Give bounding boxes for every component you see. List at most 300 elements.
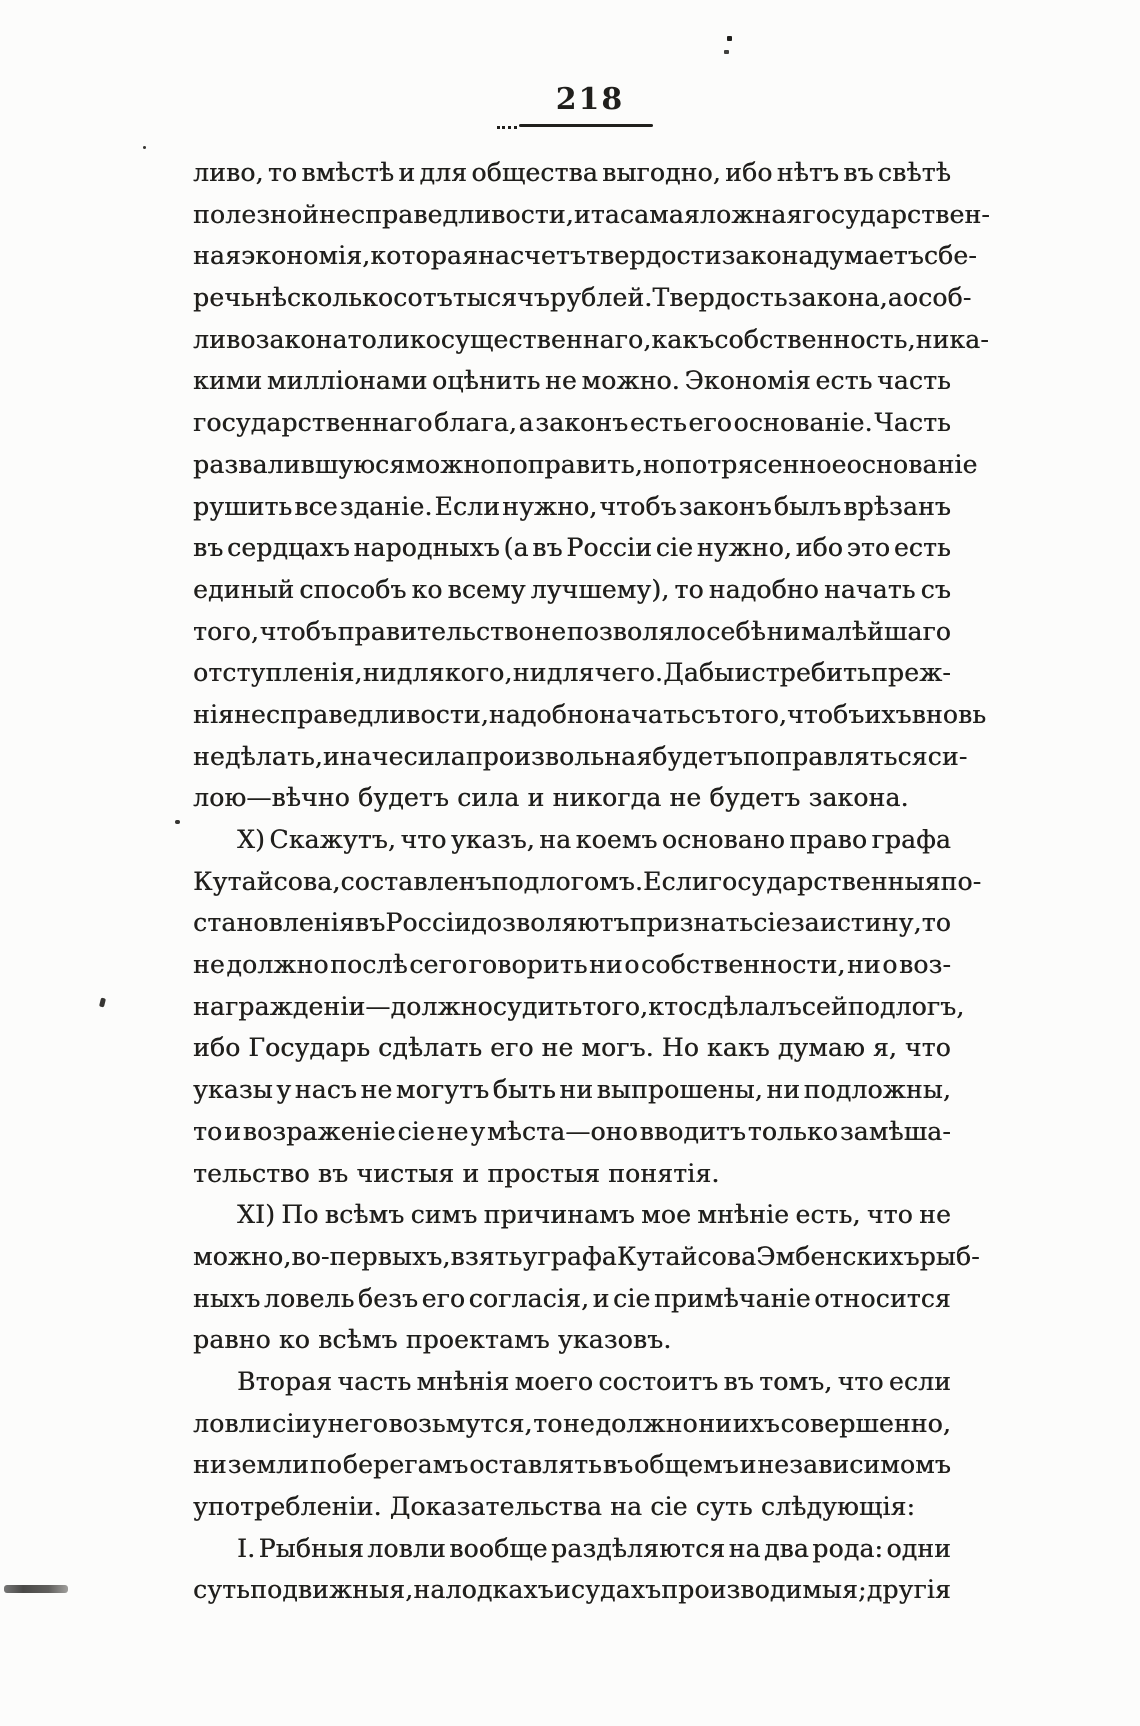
word: былъ <box>773 491 842 521</box>
word: должно <box>595 1408 698 1438</box>
word: на <box>413 1575 446 1605</box>
word: дѣлать, <box>224 741 323 771</box>
word: то <box>921 908 951 938</box>
word: нія <box>193 699 235 729</box>
word: есть <box>629 408 687 438</box>
text-line <box>193 235 977 277</box>
word: которая <box>370 241 478 271</box>
word: чего. <box>594 658 664 688</box>
text-line <box>193 902 951 944</box>
word: твердости <box>585 241 722 271</box>
word: земли <box>227 1450 309 1480</box>
word: Твердость <box>652 283 788 313</box>
word: думаетъ <box>813 241 924 271</box>
word: часть <box>337 1366 412 1396</box>
word: — <box>365 991 391 1021</box>
word: если <box>888 1366 951 1396</box>
text-line: тельство въ чистыя и простыя понятія. <box>193 1158 720 1188</box>
word: зданіе. <box>339 491 433 521</box>
word: графа <box>537 1241 617 1271</box>
word: судить <box>492 991 583 1021</box>
word: сила <box>403 741 466 771</box>
word: ни <box>766 1075 801 1105</box>
word: быть <box>492 1075 556 1105</box>
word: у <box>522 1241 538 1271</box>
word: и <box>553 1575 571 1605</box>
word: си- <box>927 741 968 771</box>
text-line <box>193 861 982 903</box>
word: Вторая <box>237 1366 333 1396</box>
word: какъ <box>651 324 715 354</box>
word: Россіи <box>566 533 653 563</box>
word: надобно <box>708 574 819 604</box>
word: отступленія, <box>193 658 363 688</box>
word: не <box>545 366 577 396</box>
word: относится <box>814 1283 951 1313</box>
word: указъ, <box>450 825 535 854</box>
word: его <box>688 408 732 438</box>
word: дозволяютъ <box>471 908 630 938</box>
word: примѣчаніе <box>653 1283 811 1313</box>
word: врѣзанъ <box>843 491 951 521</box>
word: сей <box>801 991 848 1021</box>
word: не <box>541 1033 574 1063</box>
word: того, <box>582 991 649 1021</box>
word: все <box>294 491 338 521</box>
word: могутъ <box>395 1075 490 1105</box>
text-line <box>193 152 951 194</box>
word: ни <box>362 658 397 688</box>
word: есть <box>815 366 873 396</box>
word: законъ <box>535 408 629 438</box>
word: ни <box>846 950 881 980</box>
text-line <box>193 319 989 361</box>
scan-artifact-dot <box>175 820 180 824</box>
word: оставлять <box>469 1450 602 1480</box>
word: будетъ <box>652 741 743 771</box>
text-line <box>193 1444 951 1486</box>
word: ложная <box>699 199 803 229</box>
word: общемъ <box>634 1450 739 1480</box>
text-line <box>193 277 972 319</box>
word: признать <box>629 908 754 938</box>
word: подвижныя, <box>250 1575 414 1605</box>
word: суть <box>193 1575 250 1605</box>
word: для <box>419 158 468 187</box>
word: нѣсколько <box>254 283 394 313</box>
word: кими <box>193 366 263 396</box>
word: томъ, <box>759 1366 833 1396</box>
word: въ <box>602 1450 634 1480</box>
word: я, <box>872 1033 897 1063</box>
text-line <box>193 694 987 736</box>
word: I. <box>237 1533 256 1563</box>
word: за <box>790 908 820 938</box>
word: сдѣлать <box>378 1033 483 1063</box>
word: должно <box>226 950 329 980</box>
word: возраженіе <box>242 1116 396 1146</box>
word: можно <box>405 449 496 479</box>
scan-artifact-colon <box>724 50 729 54</box>
word: подлогомъ. <box>491 866 644 896</box>
word: закона <box>255 324 348 354</box>
text-line: лою—вѣчно будетъ сила и никогда не будетъ закона. <box>193 783 909 813</box>
word: того, <box>721 699 787 729</box>
text-line <box>193 1111 951 1153</box>
word: не <box>919 1200 951 1230</box>
word: ни <box>589 950 623 980</box>
word: основаніе <box>846 449 978 479</box>
word: ни <box>512 658 547 688</box>
text-line <box>193 1403 951 1445</box>
word: насъ <box>294 1075 358 1105</box>
word: становленія <box>193 908 355 938</box>
word: не <box>193 950 225 980</box>
word: и <box>573 199 591 229</box>
word: ибо <box>193 1033 241 1063</box>
word: ныхъ <box>193 1283 261 1313</box>
word: мое <box>641 1200 692 1230</box>
word: что <box>866 1200 913 1230</box>
text-line <box>193 819 951 861</box>
word: Скажутъ, <box>269 825 397 854</box>
word: коемъ <box>575 825 658 854</box>
word: Дабы <box>663 658 735 688</box>
word: свѣтѣ <box>877 158 951 187</box>
word: ни <box>559 1075 594 1105</box>
word: возьмутся, <box>388 1408 533 1438</box>
word: должно <box>390 991 493 1021</box>
word: указы <box>193 1075 273 1105</box>
word: ихъ <box>732 1408 780 1438</box>
page-number-rule <box>519 124 653 127</box>
word: говорить <box>468 950 588 980</box>
word: замѣша- <box>839 1116 951 1146</box>
text-line <box>193 194 990 236</box>
text-line <box>193 444 978 486</box>
word: позволяло <box>566 616 706 646</box>
word: подложны, <box>803 1075 951 1105</box>
word: по- <box>940 866 982 896</box>
word: и <box>398 158 416 187</box>
word: несправедливости, <box>319 199 574 229</box>
word: вмѣстѣ <box>301 158 395 187</box>
word: лодкахъ <box>445 1575 554 1605</box>
word: лучшему), <box>530 574 670 604</box>
word: его <box>421 1283 466 1313</box>
word: малѣйшаго <box>800 616 951 646</box>
text-line <box>193 486 951 528</box>
word: мѣста—оно <box>486 1116 638 1146</box>
text-line <box>193 1569 951 1611</box>
word: чтобъ <box>599 491 677 521</box>
word: могъ. <box>581 1033 654 1063</box>
word: основано <box>661 825 785 854</box>
word: сіи <box>272 1408 312 1438</box>
text-line <box>193 360 951 402</box>
word: государствен- <box>802 199 990 229</box>
word: X) <box>237 825 265 854</box>
text-line <box>193 1069 951 1111</box>
word: совершенно, <box>780 1408 951 1438</box>
text-line <box>193 986 965 1028</box>
text-line <box>193 1194 951 1236</box>
word: ни <box>193 1450 227 1480</box>
word: Часть <box>874 408 951 438</box>
word: государственныя <box>708 866 941 896</box>
word: два <box>763 1533 809 1563</box>
word: собственность, <box>714 324 916 354</box>
word: самая <box>619 199 700 229</box>
word: вновь <box>911 699 987 729</box>
word: Государь <box>248 1033 371 1063</box>
word: раздѣляются <box>551 1533 726 1563</box>
word: правительство <box>337 616 534 646</box>
word: есть <box>893 533 951 563</box>
word: что <box>400 825 447 854</box>
word: кто <box>648 991 694 1021</box>
word: полезной <box>193 199 320 229</box>
word: развалившуюся <box>193 449 406 479</box>
word: не <box>436 1116 469 1146</box>
word: въ <box>354 908 386 938</box>
word: сіе <box>613 1283 651 1313</box>
word: сотъ <box>393 283 453 313</box>
word: о <box>882 950 898 980</box>
word: основаніе. <box>733 408 873 438</box>
word: начать <box>823 574 916 604</box>
word: не <box>360 1075 393 1105</box>
word: у <box>276 1075 292 1105</box>
word: это <box>846 533 891 563</box>
word: составленъ <box>340 866 492 896</box>
word: произвольная <box>465 741 653 771</box>
word: ловли <box>367 1533 446 1563</box>
word: сего <box>409 950 468 980</box>
word: у <box>470 1116 486 1146</box>
word: государственнаго <box>193 408 433 438</box>
word: Кутайсова <box>616 1241 757 1271</box>
word: ная <box>193 241 241 271</box>
word: Кутайсова, <box>193 866 341 896</box>
word: но <box>642 449 675 479</box>
word: Эмбенскихъ <box>756 1241 920 1271</box>
word: по <box>309 1450 342 1480</box>
word: моего <box>514 1366 594 1396</box>
word: блага, <box>434 408 518 438</box>
word: ловель <box>263 1283 355 1313</box>
word: сіе <box>397 1116 435 1146</box>
word: существеннаго, <box>440 324 652 354</box>
word: ибо <box>725 158 773 187</box>
word: ни <box>766 616 801 646</box>
word: то <box>674 574 704 604</box>
word: Если <box>434 491 501 521</box>
word: себѣ <box>706 616 766 646</box>
word: на <box>728 1533 761 1563</box>
word: рушить <box>193 491 293 521</box>
word: и <box>224 1116 241 1146</box>
word: сдѣлалъ <box>693 991 802 1021</box>
word: ихъ <box>864 699 912 729</box>
word: можно, <box>193 1241 292 1271</box>
word: безъ <box>357 1283 419 1313</box>
word: единый <box>193 574 295 604</box>
word: одни <box>886 1533 951 1563</box>
word: XI) <box>237 1200 276 1230</box>
word: него <box>327 1408 388 1438</box>
word: общества <box>471 158 598 187</box>
word: а <box>518 408 534 438</box>
word: Россіи <box>385 908 472 938</box>
word: въ <box>532 533 563 563</box>
word: особ- <box>902 283 972 313</box>
word: ко <box>411 574 443 604</box>
word: производимыя; <box>661 1575 867 1605</box>
word: берегамъ <box>342 1450 469 1480</box>
word: выпрошены, <box>596 1075 763 1105</box>
word: оцѣнить <box>432 366 541 396</box>
word: съ <box>690 699 721 729</box>
word: Но <box>661 1033 699 1063</box>
word: иначе <box>322 741 404 771</box>
word: сіе <box>753 908 791 938</box>
word: не <box>534 616 567 646</box>
word: право <box>789 825 868 854</box>
word: вообще <box>449 1533 548 1563</box>
word: экономія, <box>240 241 371 271</box>
word: рублей. <box>549 283 653 313</box>
word: Если <box>643 866 709 896</box>
word: тысячъ <box>452 283 550 313</box>
word: ливо <box>193 324 256 354</box>
text-line <box>193 1278 951 1320</box>
word: думаю <box>777 1033 865 1063</box>
word: преж- <box>871 658 951 688</box>
text-line <box>193 1528 951 1570</box>
word: способъ <box>299 574 407 604</box>
word: воз- <box>898 950 951 980</box>
word: (а <box>503 533 529 563</box>
word: законъ <box>678 491 772 521</box>
word: графа <box>871 825 951 854</box>
word: всему <box>447 574 526 604</box>
word: того, <box>193 616 259 646</box>
text-line <box>193 569 951 611</box>
word: начать <box>599 699 691 729</box>
word: потрясенное <box>675 449 847 479</box>
scan-artifact-comma <box>99 998 106 1008</box>
word: ника- <box>915 324 989 354</box>
text-line <box>193 1361 951 1403</box>
word: чтобъ <box>259 616 337 646</box>
text-line: употребленіи. Доказательства на сіе суть слѣдующія: <box>193 1492 916 1521</box>
word: ибо <box>795 533 844 563</box>
word: и <box>739 1450 757 1480</box>
word: не <box>193 741 225 771</box>
word: для <box>396 658 445 688</box>
text-line <box>193 652 951 694</box>
text-line: равно ко всѣмъ проектамъ указовъ. <box>193 1325 672 1355</box>
word: есть, <box>795 1200 861 1230</box>
word: согласія, <box>468 1283 590 1313</box>
word: кого, <box>444 658 513 688</box>
word: то <box>267 158 298 187</box>
word: что <box>837 1366 884 1396</box>
scan-artifact-dot <box>143 146 146 149</box>
word: взять <box>450 1241 523 1271</box>
word: часть <box>877 366 951 396</box>
word: Рыбныя <box>258 1533 364 1563</box>
word: толико <box>347 324 441 354</box>
word: можно. <box>581 366 680 396</box>
page-number-rule-dots <box>497 123 517 129</box>
word: награжденіи <box>193 991 366 1021</box>
word: въ <box>843 158 874 187</box>
word: собственности, <box>641 950 846 980</box>
scan-artifact-colon <box>727 36 732 41</box>
word: въ <box>193 533 224 563</box>
word: закона, <box>787 283 888 313</box>
text-line <box>193 611 951 653</box>
word: закона <box>721 241 814 271</box>
word: у <box>311 1408 327 1438</box>
word: подлогъ, <box>847 991 965 1021</box>
text-line <box>193 402 951 444</box>
word: сердцахъ <box>227 533 350 563</box>
word: мнѣніе <box>697 1200 790 1230</box>
word: что <box>904 1033 951 1063</box>
page-number: 218 <box>555 82 625 117</box>
word: причинамъ <box>483 1200 635 1230</box>
word: другія <box>866 1575 951 1605</box>
word: а <box>887 283 903 313</box>
word: то <box>193 1116 223 1146</box>
word: милліонами <box>266 366 428 396</box>
word: о <box>624 950 640 980</box>
word: для <box>546 658 595 688</box>
word: его <box>490 1033 534 1063</box>
word: какъ <box>706 1033 770 1063</box>
word: мнѣнія <box>416 1366 510 1396</box>
word: выгодно, <box>602 158 721 187</box>
word: судахъ <box>570 1575 662 1605</box>
word: поправляться <box>743 741 928 771</box>
word: и <box>592 1283 610 1313</box>
word: на <box>539 825 572 854</box>
word: сіе <box>655 533 694 563</box>
word: не <box>563 1408 595 1438</box>
word: въ <box>723 1366 754 1396</box>
word: счетъ <box>509 241 586 271</box>
word: та <box>590 199 620 229</box>
word: только <box>747 1116 839 1146</box>
word: симъ <box>410 1200 478 1230</box>
word: чтобъ <box>786 699 865 729</box>
word: нужно, <box>696 533 792 563</box>
word: во-первыхъ, <box>291 1241 451 1271</box>
word: сбе- <box>923 241 977 271</box>
text-line <box>193 944 951 986</box>
word: всѣмъ <box>324 1200 405 1230</box>
word: независимомъ <box>757 1450 951 1480</box>
word: съ <box>920 574 951 604</box>
word: истребить <box>734 658 871 688</box>
word: истину, <box>819 908 922 938</box>
word: вводитъ <box>639 1116 746 1146</box>
word: нужно, <box>502 491 598 521</box>
word: надобно <box>488 699 600 729</box>
